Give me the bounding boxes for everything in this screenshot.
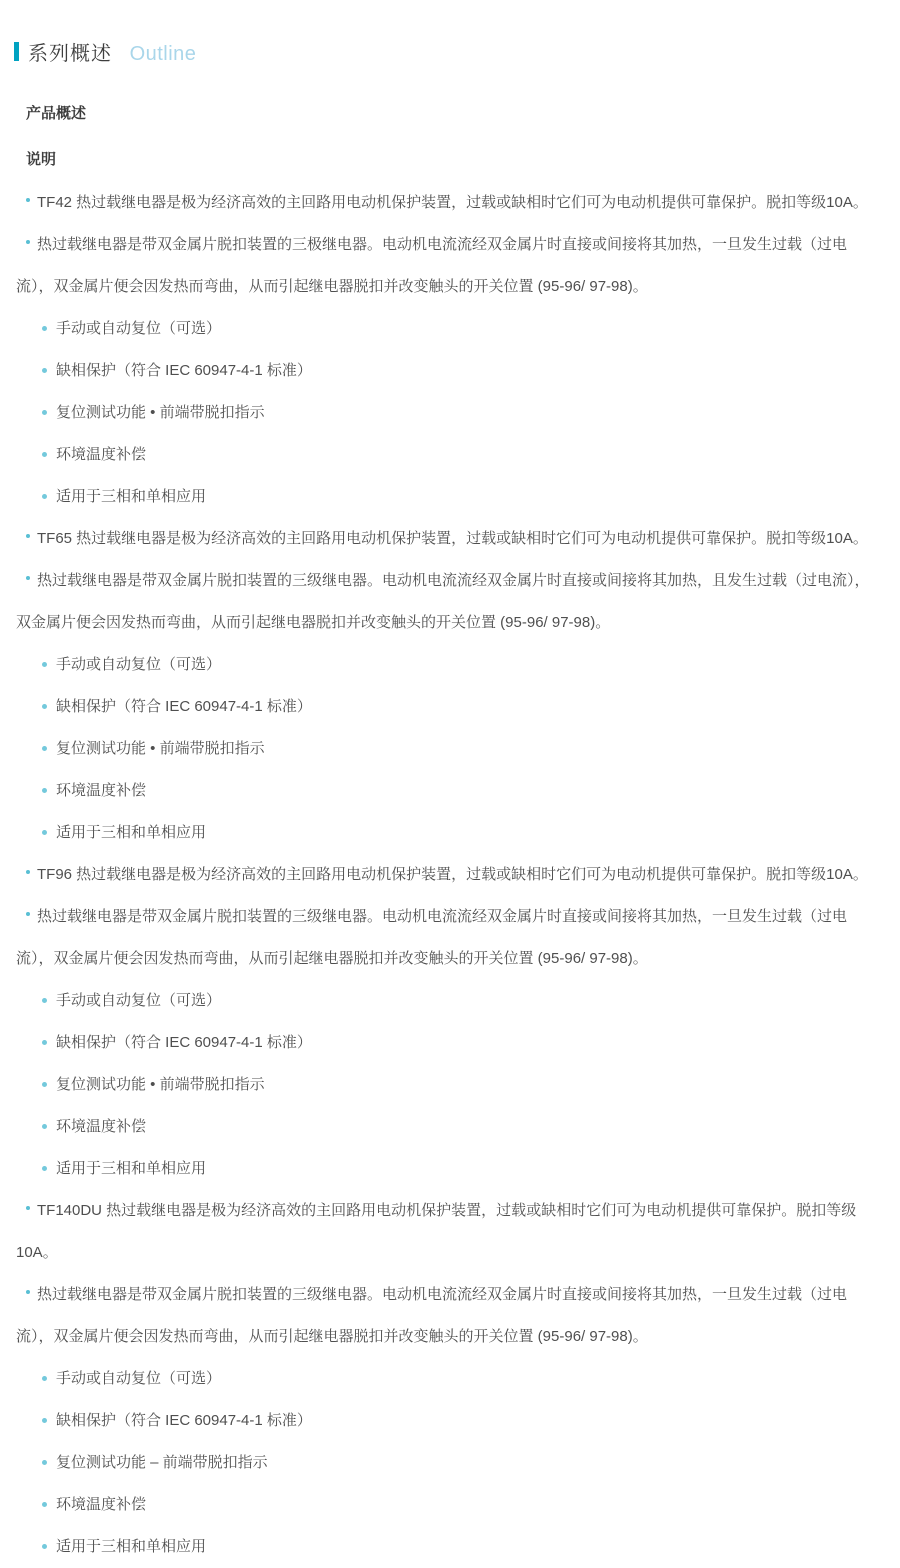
bullet-icon xyxy=(42,1124,47,1129)
feature-list xyxy=(0,980,900,1190)
page-header xyxy=(14,37,900,66)
feature-item xyxy=(0,1064,900,1106)
bullet-icon xyxy=(42,998,47,1003)
bullet-icon xyxy=(26,912,30,916)
feature-item xyxy=(0,644,900,686)
feature-label: 复位测试功能 • 前端带脱扣指示 xyxy=(56,1076,265,1093)
product-intro xyxy=(16,854,884,896)
feature-label: 手动或自动复位（可选） xyxy=(56,656,222,673)
product-intro xyxy=(16,518,884,560)
feature-label: 缺相保护（符合 IEC 60947-4-1 标准） xyxy=(56,362,312,379)
product-detail xyxy=(16,1274,884,1358)
bullet-icon xyxy=(42,410,47,415)
feature-item xyxy=(0,1484,900,1526)
feature-label: 环境温度补偿 xyxy=(56,1496,147,1513)
bullet-icon xyxy=(26,1290,30,1294)
feature-label: 环境温度补偿 xyxy=(56,446,147,463)
bullet-icon xyxy=(42,1502,47,1507)
feature-label: 缺相保护（符合 IEC 60947-4-1 标准） xyxy=(56,698,312,715)
bullet-icon xyxy=(26,240,30,244)
section-heading-product-overview: 产品概述 xyxy=(26,105,87,122)
product-intro xyxy=(16,182,884,224)
bullet-icon xyxy=(42,1166,47,1171)
feature-label: 复位测试功能 • 前端带脱扣指示 xyxy=(56,404,265,421)
feature-item xyxy=(0,1106,900,1148)
bullet-icon xyxy=(42,1418,47,1423)
bullet-icon xyxy=(26,576,30,580)
feature-item xyxy=(0,1022,900,1064)
bullet-icon xyxy=(26,534,30,538)
feature-label: 手动或自动复位（可选） xyxy=(56,1370,222,1387)
bullet-icon xyxy=(42,746,47,751)
accent-bar-icon xyxy=(14,42,19,61)
feature-label: 复位测试功能 • 前端带脱扣指示 xyxy=(56,740,265,757)
feature-item xyxy=(0,1442,900,1484)
feature-item xyxy=(0,350,900,392)
bullet-icon xyxy=(42,704,47,709)
feature-label: 手动或自动复位（可选） xyxy=(56,992,222,1009)
bullet-icon xyxy=(42,788,47,793)
page-title xyxy=(28,37,196,66)
feature-list xyxy=(0,644,900,854)
product-list xyxy=(0,182,900,1568)
product-block xyxy=(0,182,900,518)
bullet-icon xyxy=(26,198,30,202)
bullet-icon xyxy=(42,494,47,499)
product-detail-text: 热过载继电器是带双金属片脱扣装置的三极继电器。电动机电流流经双金属片时直接或间接将其加热，一旦发生过载（过电流），双金属片便会因发热而弯曲，从而引起继电器脱扣并改变触头的开关位置 (95-96/ 97-98)。 xyxy=(16,236,848,295)
feature-item xyxy=(0,686,900,728)
product-block xyxy=(0,518,900,854)
feature-label: 复位测试功能 – 前端带脱扣指示 xyxy=(56,1454,268,1471)
feature-item xyxy=(0,1358,900,1400)
feature-label: 环境温度补偿 xyxy=(56,1118,147,1135)
bullet-icon xyxy=(42,1376,47,1381)
feature-item xyxy=(0,308,900,350)
feature-list xyxy=(0,1358,900,1568)
feature-label: 适用于三相和单相应用 xyxy=(56,1160,207,1177)
product-block xyxy=(0,854,900,1190)
product-intro-text: TF96 热过载继电器是极为经济高效的主回路用电动机保护装置，过载或缺相时它们可为电动机提供可靠保护。脱扣等级10A。 xyxy=(37,866,868,883)
bullet-icon xyxy=(42,368,47,373)
feature-item xyxy=(0,1526,900,1568)
product-block xyxy=(0,1190,900,1568)
feature-label: 缺相保护（符合 IEC 60947-4-1 标准） xyxy=(56,1412,312,1429)
feature-label: 适用于三相和单相应用 xyxy=(56,824,207,841)
bullet-icon xyxy=(42,452,47,457)
page-title-zh: 系列概述 xyxy=(28,43,112,65)
feature-label: 适用于三相和单相应用 xyxy=(56,488,207,505)
product-detail xyxy=(16,896,884,980)
feature-label: 手动或自动复位（可选） xyxy=(56,320,222,337)
bullet-icon xyxy=(42,830,47,835)
product-detail xyxy=(16,224,884,308)
bullet-icon xyxy=(42,662,47,667)
feature-label: 缺相保护（符合 IEC 60947-4-1 标准） xyxy=(56,1034,312,1051)
feature-item xyxy=(0,1400,900,1442)
section-heading-description: 说明 xyxy=(26,151,57,168)
feature-item xyxy=(0,812,900,854)
product-intro-text: TF42 热过载继电器是极为经济高效的主回路用电动机保护装置，过载或缺相时它们可为电动机提供可靠保护。脱扣等级10A。 xyxy=(37,194,868,211)
feature-item xyxy=(0,770,900,812)
product-intro-text: TF65 热过载继电器是极为经济高效的主回路用电动机保护装置，过载或缺相时它们可为电动机提供可靠保护。脱扣等级10A。 xyxy=(37,530,868,547)
feature-item xyxy=(0,434,900,476)
bullet-icon xyxy=(42,1544,47,1549)
bullet-icon xyxy=(26,1206,30,1210)
product-detail-text: 热过载继电器是带双金属片脱扣装置的三级继电器。电动机电流流经双金属片时直接或间接将其加热，一旦发生过载（过电流），双金属片便会因发热而弯曲，从而引起继电器脱扣并改变触头的开关位置 (95-96/ 97-98)。 xyxy=(16,1286,848,1345)
page-title-en: Outline xyxy=(129,43,197,65)
feature-label: 环境温度补偿 xyxy=(56,782,147,799)
feature-item xyxy=(0,392,900,434)
feature-label: 适用于三相和单相应用 xyxy=(56,1538,207,1555)
product-detail xyxy=(16,560,884,644)
feature-item xyxy=(0,728,900,770)
product-detail-text: 热过载继电器是带双金属片脱扣装置的三级继电器。电动机电流流经双金属片时直接或间接将其加热，一旦发生过载（过电流），双金属片便会因发热而弯曲，从而引起继电器脱扣并改变触头的开关位置 (95-96/ 97-98)。 xyxy=(16,908,848,967)
bullet-icon xyxy=(26,870,30,874)
bullet-icon xyxy=(42,326,47,331)
feature-item xyxy=(0,1148,900,1190)
feature-item xyxy=(0,476,900,518)
bullet-icon xyxy=(42,1040,47,1045)
product-detail-text: 热过载继电器是带双金属片脱扣装置的三级继电器。电动机电流流经双金属片时直接或间接将其加热，且发生过载（过电流），双金属片便会因发热而弯曲，从而引起继电器脱扣并改变触头的开关位置 (95-96/ 97-98)。 xyxy=(16,572,870,631)
bullet-icon xyxy=(42,1082,47,1087)
bullet-icon xyxy=(42,1460,47,1465)
product-intro-text: TF140DU 热过载继电器是极为经济高效的主回路用电动机保护装置，过载或缺相时它们可为电动机提供可靠保护。脱扣等级10A。 xyxy=(16,1202,857,1261)
feature-item xyxy=(0,980,900,1022)
product-intro xyxy=(16,1190,884,1274)
feature-list xyxy=(0,308,900,518)
